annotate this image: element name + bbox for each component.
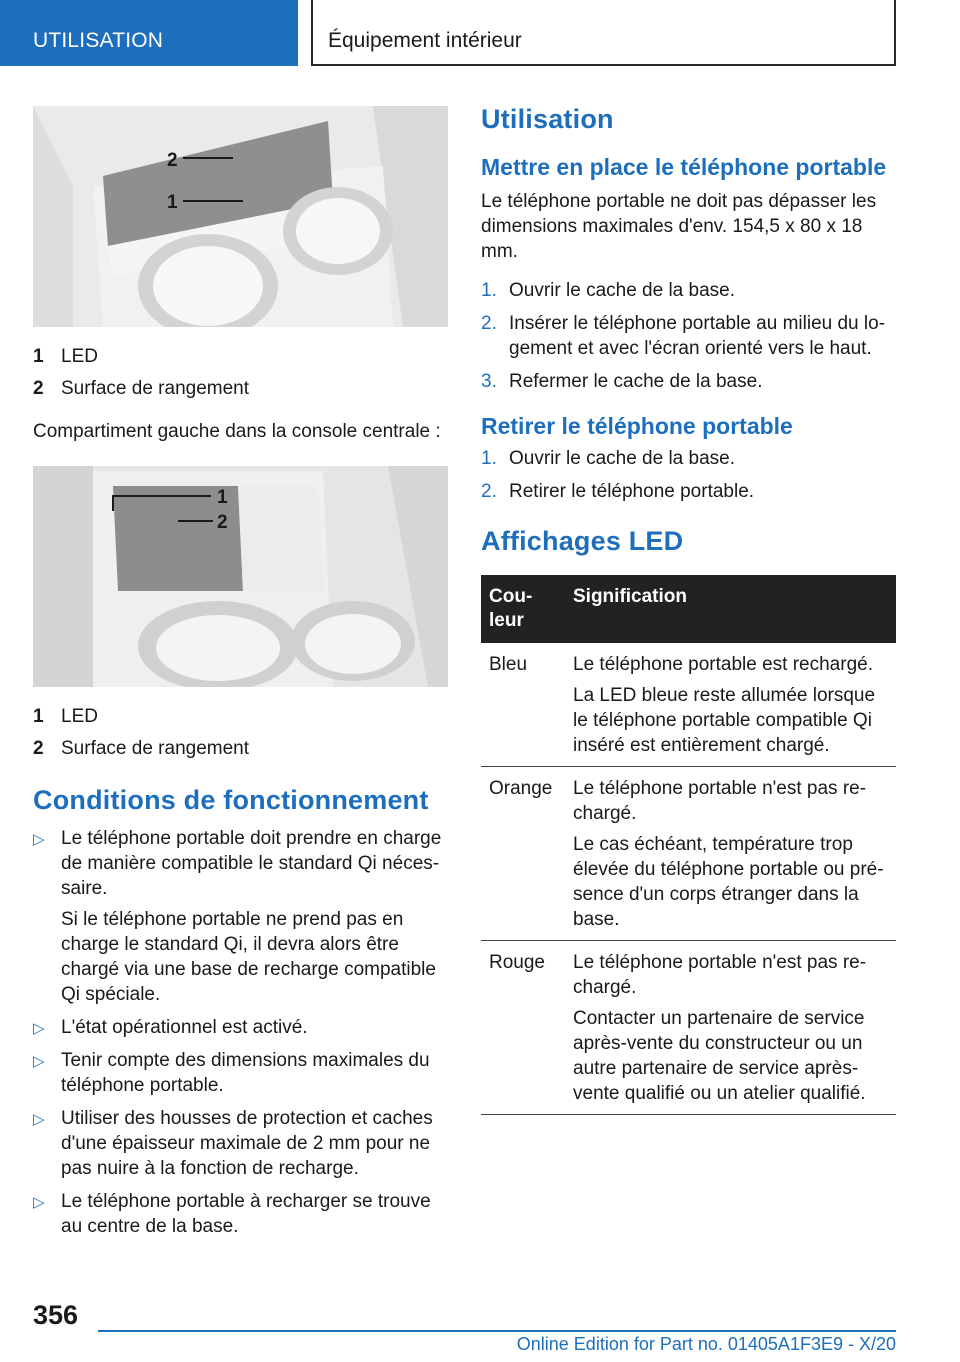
list-item-text: Le téléphone portable doit prendre en charge de manière compatible le standard Qi nécessaire. (61, 828, 442, 899)
list-item (33, 1106, 448, 1181)
footer-edition: Online Edition for Part no. 01405A1F3E9 - X/20 (516, 1334, 896, 1354)
chapter-title: Équipement intérieur (328, 29, 522, 52)
legend-label: LED (61, 346, 98, 367)
conditions-heading: Conditions de fonctionnement (33, 785, 429, 815)
legend-label: LED (61, 706, 98, 727)
list-item-text: Le téléphone portable à recharger se trouve au centre de la base. (61, 1191, 431, 1237)
page-number: 356 (33, 1300, 79, 1330)
legend-num: 2 (33, 378, 44, 399)
utilisation-heading: Utilisation (481, 104, 614, 134)
meaning-text: Le téléphone portable est rechargé. (573, 654, 873, 675)
photo2-callout-2: 2 (217, 512, 228, 533)
triangle-bullet-icon: ▷ (33, 1020, 45, 1037)
led-meaning-cell (565, 767, 896, 941)
list-item-text: L'état opérationnel est activé. (61, 1017, 308, 1038)
step-number: 3. (481, 371, 497, 392)
led-color-cell: Orange (481, 767, 565, 941)
led-color-cell: Rouge (481, 941, 565, 1115)
step-text: Insérer le téléphone portable au milieu du logement et avec l'écran orienté vers le haut. (509, 313, 886, 359)
list-item-subtext: Si le téléphone portable ne prend pas en charge le standard Qi, il devra alors être chargé via une base de recharge compatible Qi spéciale. (61, 909, 436, 1005)
left-column (33, 106, 448, 1247)
triangle-bullet-icon: ▷ (33, 1111, 45, 1128)
list-item-text: Tenir compte des dimensions maximales du téléphone portable. (61, 1050, 430, 1096)
legend-item (33, 373, 448, 405)
section-title: UTILISATION (33, 29, 164, 52)
legend-item (33, 733, 448, 765)
led-meaning-cell (565, 643, 896, 767)
step-text: Retirer le téléphone portable. (509, 481, 755, 502)
conditions-list (33, 826, 448, 1239)
footer-divider (98, 1330, 896, 1332)
legend-item (33, 341, 448, 373)
photo1-callout-2: 2 (167, 150, 178, 171)
meaning-detail: Le cas échéant, température trop élevée du téléphone portable ou présence d'un corps étranger dans la base. (573, 834, 884, 930)
legend-num: 1 (33, 346, 44, 367)
list-item (33, 1015, 448, 1040)
left-compartment-caption: Compartiment gauche dans la console centrale : (33, 421, 441, 442)
meaning-text: Le téléphone portable n'est pas rechargé. (573, 952, 867, 998)
step-text: Refermer le cache de la base. (509, 371, 763, 392)
insert-steps (481, 278, 896, 394)
meaning-text: Le téléphone portable n'est pas rechargé. (573, 778, 867, 824)
remove-steps (481, 446, 896, 504)
list-item (33, 1048, 448, 1098)
legend-num: 1 (33, 706, 44, 727)
list-item-text: Utiliser des housses de protection et caches d'une épaisseur maximale de 2 mm pour ne pas nuire à la fonction de recharge. (61, 1108, 433, 1179)
insert-phone-intro: Le téléphone portable ne doit pas dépasser les dimensions maximales d'env. 154,5 x 80 x 18 mm. (481, 191, 877, 262)
list-item (33, 826, 448, 1007)
remove-phone-heading: Retirer le téléphone portable (481, 413, 793, 439)
step-item (481, 278, 896, 303)
console-photo-1 (33, 106, 448, 327)
led-heading: Affichages LED (481, 526, 684, 556)
photo1-legend (33, 341, 448, 405)
photo2-legend (33, 701, 448, 765)
table-row (481, 643, 896, 767)
step-item (481, 311, 896, 361)
right-column (481, 100, 896, 1115)
triangle-bullet-icon: ▷ (33, 831, 45, 848)
photo2-callout-1: 1 (217, 487, 228, 508)
console-photo-2 (33, 466, 448, 687)
column-header-color: Couleur (481, 575, 565, 643)
triangle-bullet-icon: ▷ (33, 1053, 45, 1070)
step-item (481, 446, 896, 471)
photo1-callout-1: 1 (167, 192, 178, 213)
chapter-tab (311, 0, 896, 66)
legend-label: Surface de rangement (61, 738, 250, 759)
step-number: 1. (481, 280, 497, 301)
led-table (481, 575, 896, 1115)
column-header-meaning: Signification (565, 575, 896, 643)
legend-num: 2 (33, 738, 44, 759)
led-meaning-cell (565, 941, 896, 1115)
triangle-bullet-icon: ▷ (33, 1194, 45, 1211)
meaning-detail: La LED bleue reste allumée lorsque le téléphone portable compatible Qi inséré est entièrement chargé. (573, 685, 876, 756)
legend-item (33, 701, 448, 733)
list-item (33, 1189, 448, 1239)
step-text: Ouvrir le cache de la base. (509, 280, 736, 301)
step-text: Ouvrir le cache de la base. (509, 448, 736, 469)
legend-label: Surface de rangement (61, 378, 250, 399)
insert-phone-heading: Mettre en place le téléphone portable (481, 154, 887, 180)
section-tab (0, 0, 298, 66)
step-item (481, 479, 896, 504)
table-header-row (481, 575, 896, 643)
led-color-cell: Bleu (481, 643, 565, 767)
table-row (481, 941, 896, 1115)
step-number: 1. (481, 448, 497, 469)
step-number: 2. (481, 313, 497, 334)
step-number: 2. (481, 481, 497, 502)
table-row (481, 767, 896, 941)
step-item (481, 369, 896, 394)
meaning-detail: Contacter un partenaire de service après-vente du constructeur ou un autre partenaire de service après-vente qualifié ou un atelier qualifié. (573, 1008, 866, 1104)
